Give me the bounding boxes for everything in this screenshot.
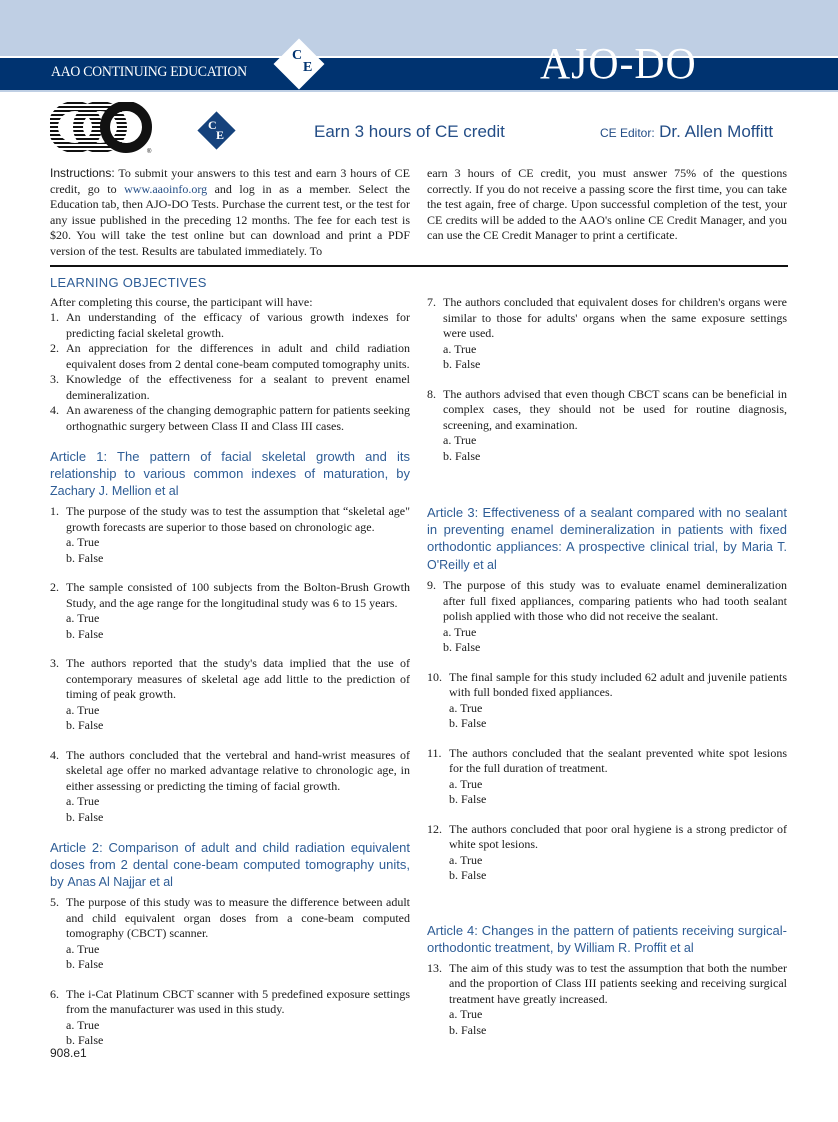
question-6	[50, 987, 410, 1049]
question-5	[50, 895, 410, 973]
option-false[interactable]: b. False	[66, 809, 104, 824]
objective-item	[50, 310, 410, 341]
question-text: The i-Cat Platinum CBCT scanner with 5 predefined exposure settings from the manufacturer was used in this study.	[66, 986, 410, 1016]
question-number: 13.	[427, 960, 442, 975]
objective-number: 4.	[50, 403, 59, 417]
option-false[interactable]: b. False	[449, 792, 487, 806]
question-text: The authors concluded that equivalent doses for children's organs were similar to those for adults' organs when the same exposure settings were used.	[443, 295, 787, 340]
option-true[interactable]: a. True	[443, 624, 477, 639]
objective-text: An understanding of the efficacy of various growth indexes for predicting facial skeletal growth.	[66, 310, 410, 340]
question-text: The authors reported that the study's data implied that the use of contemporary measures of skeletal age add little to the prediction of timing of peak growth.	[66, 656, 410, 701]
objective-number: 3.	[50, 372, 59, 386]
question-number: 6.	[50, 986, 59, 1001]
option-true[interactable]: a. True	[66, 611, 100, 625]
question-8	[427, 387, 787, 465]
question-text: The authors concluded that poor oral hygiene is a strong predictor of white spot lesions.	[449, 821, 787, 851]
ce-letter-e: E	[303, 60, 313, 75]
option-true[interactable]: a. True	[66, 1017, 100, 1032]
question-number: 5.	[50, 895, 59, 909]
article-title: Article 1: The pattern of facial skeletal growth and its relationship to various common indexes of maturation, by	[50, 449, 410, 481]
question-3	[50, 656, 410, 734]
instructions-right: earn 3 hours of CE credit, you must answer 75% of the questions correctly. If you do not receive a passing score the first time, you can take the test again, free of charge. Upon successful completion of the test, your CE credits will be added to the AAO's online CE Credit Manager, and you can use the CE Credit Manager to print a certificate.	[427, 166, 787, 242]
earn-credit-heading: Earn 3 hours of CE credit	[314, 122, 505, 141]
question-text: The aim of this study was to test the assumption that both the number and the proportion of Class III patients seeking and receiving surgical treatment have greatly increased.	[449, 960, 787, 1006]
question-11	[427, 746, 787, 808]
question-text: The sample consisted of 100 subjects from the Bolton-Brush Growth Study, and the age range for the longitudinal study was 6 to 15 years.	[66, 580, 410, 610]
question-text: The authors concluded that the vertebral and hand-wrist measures of skeletal age offer no marked advantage relative to chronologic age, in either assessing or predicting the timing of facial growth.	[66, 747, 410, 793]
question-4	[50, 748, 410, 826]
option-true[interactable]: a. True	[449, 1007, 483, 1021]
option-false[interactable]: b. False	[66, 550, 104, 565]
editor-name: Dr. Allen Moffitt	[659, 122, 774, 141]
question-text: The final sample for this study included 62 adult and juvenile patients with full bonded fixed appliances.	[449, 669, 787, 699]
objective-number: 2.	[50, 341, 59, 355]
question-number: 7.	[427, 295, 436, 309]
right-column	[427, 295, 787, 1052]
option-true[interactable]: a. True	[443, 433, 477, 447]
program-title: AAO CONTINUING EDUCATION	[51, 64, 247, 80]
ce-letter-c: C	[208, 118, 217, 132]
question-2	[50, 580, 410, 642]
question-1	[50, 504, 410, 566]
objective-number: 1.	[50, 310, 59, 324]
question-number: 1.	[50, 504, 59, 518]
question-number: 12.	[427, 821, 442, 836]
objective-text: An appreciation for the differences in adult and child radiation equivalent doses from 2 dental cone-beam computed tomography units.	[66, 341, 410, 371]
ce-letter-c: C	[292, 48, 303, 63]
question-12	[427, 822, 787, 884]
article-title: Article 2: Comparison of adult and child radiation equivalent doses from 2 dental cone-beam computed tomography units, by	[50, 840, 410, 889]
question-number: 2.	[50, 580, 59, 594]
header-bottom-rule	[0, 90, 838, 92]
article-3-heading	[427, 504, 787, 574]
ce-editor	[600, 122, 773, 142]
option-true[interactable]: a. True	[66, 941, 100, 956]
article-4-heading	[427, 922, 787, 957]
learning-objectives-title: LEARNING OBJECTIVES	[50, 275, 207, 290]
question-text: The purpose of the study was to test the assumption that “skeletal age" growth forecasts are superior to those based on chronologic age.	[66, 504, 410, 534]
question-9	[427, 578, 787, 656]
option-false[interactable]: b. False	[443, 357, 481, 371]
option-false[interactable]: b. False	[449, 1022, 487, 1037]
option-true[interactable]: a. True	[449, 776, 483, 791]
question-text: The purpose of this study was to evaluate enamel demineralization after full fixed appliances, comparing patients who had tooth sealant polish applied with those who did not receive the sealant.	[443, 578, 787, 623]
objective-text: Knowledge of the effectiveness for a sealant to prevent enamel demineralization.	[66, 372, 410, 402]
question-text: The authors advised that even though CBCT scans can be beneficial in complex cases, they should not be used for routine diagnosis, screening, and examination.	[443, 386, 787, 432]
left-column	[50, 275, 410, 1063]
article-author: Zachary J. Mellion et al	[50, 484, 179, 498]
question-7	[427, 295, 787, 373]
question-number: 8.	[427, 386, 436, 401]
objectives-list	[50, 310, 410, 434]
option-false[interactable]: b. False	[66, 1033, 104, 1047]
instructions-left	[50, 166, 410, 259]
article-title: Article 3: Effectiveness of a sealant compared with no sealant in preventing enamel demineralization in patients with fixed orthodontic appliances: A prospective clinical trial, by	[427, 505, 787, 554]
question-number: 4.	[50, 747, 59, 762]
option-false[interactable]: b. False	[66, 718, 104, 732]
option-false[interactable]: b. False	[66, 626, 104, 641]
journal-title: AJO-DO	[540, 39, 697, 88]
question-number: 10.	[427, 669, 442, 684]
option-false[interactable]: b. False	[66, 957, 104, 971]
option-true[interactable]: a. True	[443, 341, 477, 356]
aaoinfo-link[interactable]: www.aaoinfo.org	[124, 181, 208, 196]
header-top-band	[0, 0, 838, 56]
svg-text:®: ®	[147, 149, 152, 154]
article-author: Anas Al Najjar et al	[67, 875, 173, 889]
option-false[interactable]: b. False	[449, 716, 487, 730]
objective-item	[50, 372, 410, 403]
objective-item	[50, 341, 410, 372]
article-2-heading	[50, 839, 410, 891]
option-true[interactable]: a. True	[66, 702, 100, 717]
question-text: The purpose of this study was to measure the difference between adult and child equivalent organ doses from a cone-beam computed tomography (CBCT) scanner.	[66, 895, 410, 940]
instructions-label: Instructions:	[50, 166, 115, 180]
option-false[interactable]: b. False	[443, 448, 481, 463]
objective-text: An awareness of the changing demographic pattern for patients seeking orthognathic surgery between Class II and Class III cases.	[66, 403, 410, 433]
objectives-intro: After completing this course, the participant will have:	[50, 294, 313, 309]
question-number: 11.	[427, 745, 442, 760]
objective-item	[50, 403, 410, 434]
article-author: Maria T. O'Reilly et al	[427, 540, 787, 572]
question-number: 3.	[50, 656, 59, 670]
article-title: Article 4: Changes in the pattern of patients receiving surgical-orthodontic treatment, by	[427, 922, 787, 955]
option-false[interactable]: b. False	[449, 868, 487, 882]
aao-rings-logo-icon	[50, 102, 160, 154]
article-1-heading	[50, 448, 410, 500]
instructions-text: and log in as a member. Select the Education tab, then AJO-DO Tests. Purchase the current test, or the test for any issue published in the preceding 12 months. The fee for each test is $20. You will take the test online but can download and print a PDF version of the test. Results are tabulated immediately. To	[50, 181, 410, 258]
article-author: William R. Proffit et al	[574, 940, 694, 955]
option-true[interactable]: a. True	[449, 700, 483, 715]
option-true[interactable]: a. True	[66, 535, 100, 549]
instructions-text: To submit your answers to this test and earn 3 hours of CE credit, go to	[50, 166, 410, 196]
editor-label: CE Editor:	[600, 126, 655, 140]
question-10	[427, 670, 787, 732]
option-true[interactable]: a. True	[449, 852, 483, 867]
option-false[interactable]: b. False	[443, 640, 481, 654]
question-13	[427, 961, 787, 1039]
question-number: 9.	[427, 578, 436, 592]
page-number: 908.e1	[50, 1046, 87, 1060]
option-true[interactable]: a. True	[66, 794, 100, 808]
question-text: The authors concluded that the sealant prevented white spot lesions for the full duration of treatment.	[449, 745, 787, 775]
ce-letter-e: E	[216, 128, 225, 142]
section-divider	[50, 265, 788, 267]
